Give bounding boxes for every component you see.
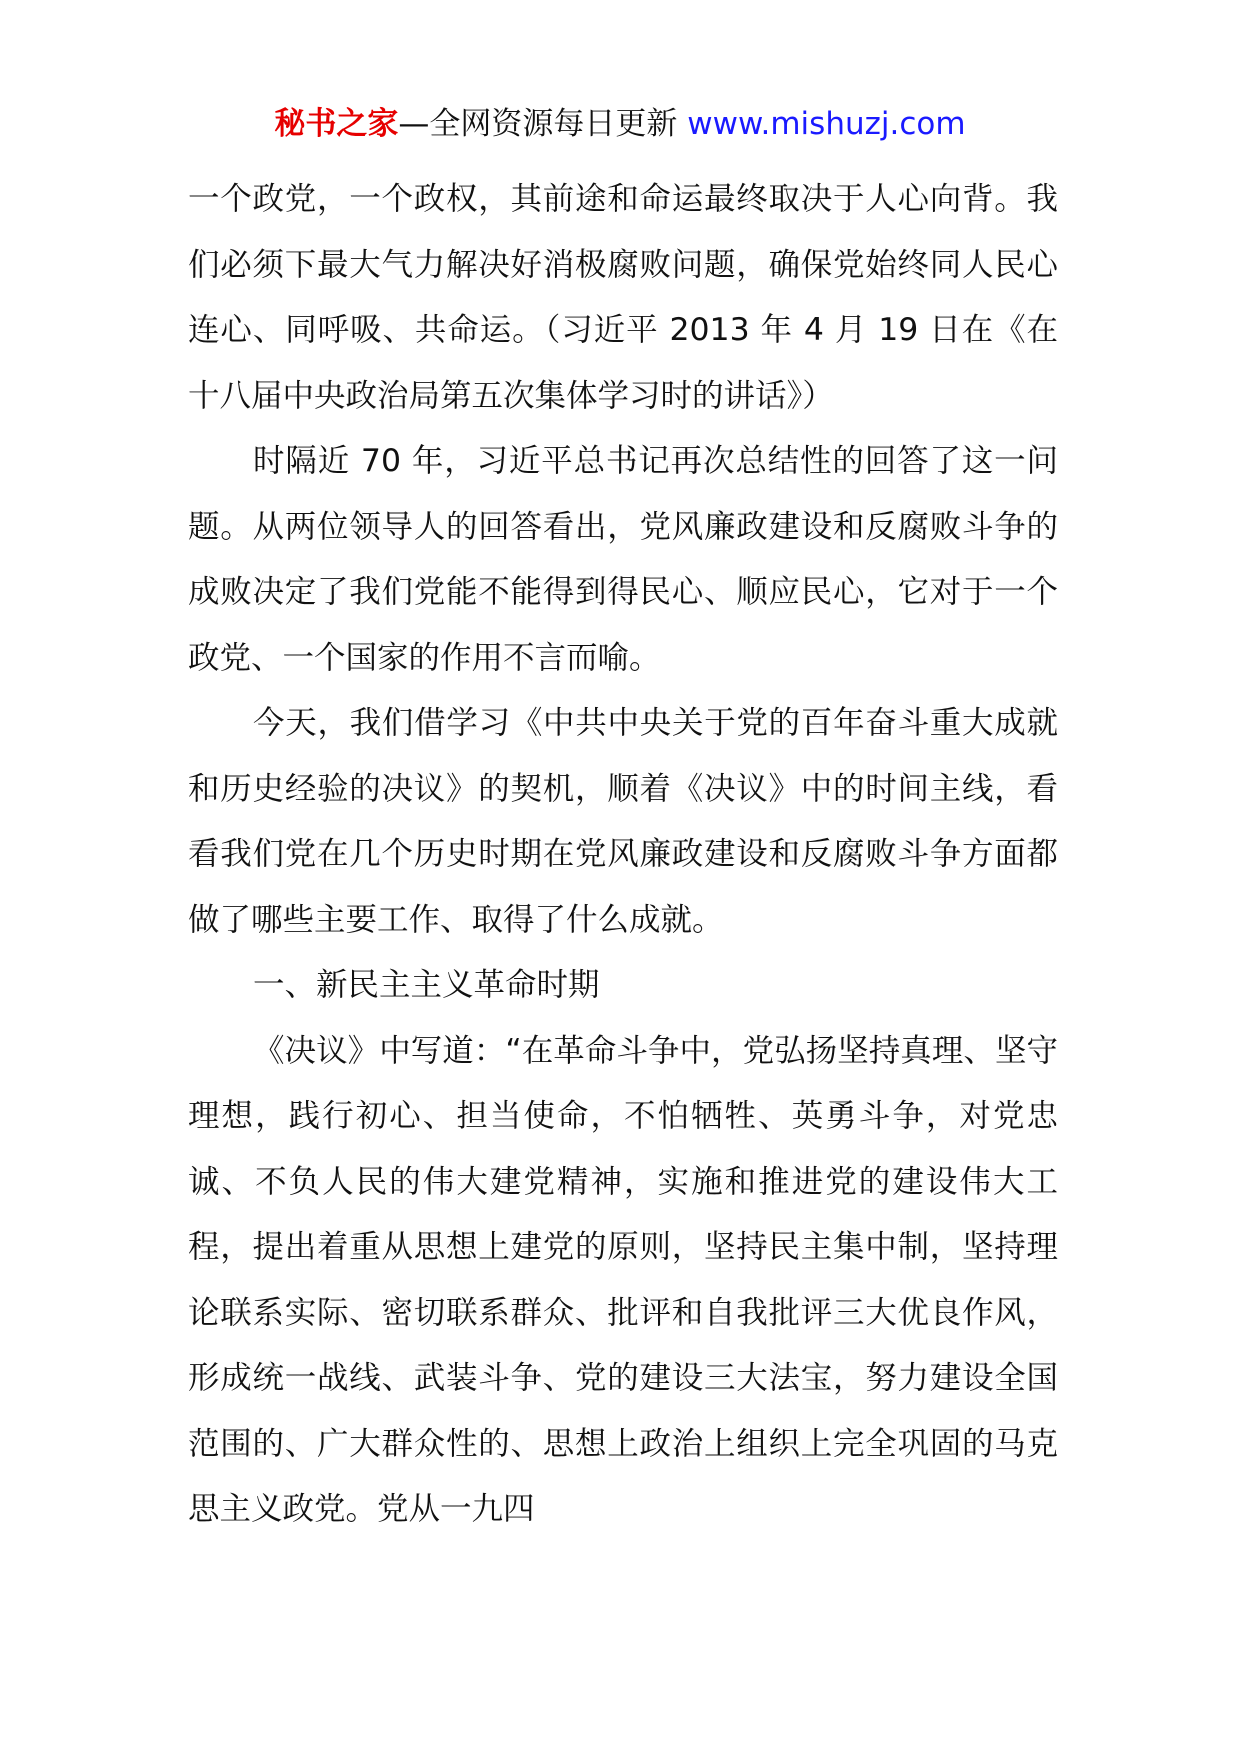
paragraph-intro: 今天，我们借学习《中共中央关于党的百年奋斗重大成就和历史经验的决议》的契机，顺着《决议》中的时间主线，看看我们党在几个历史时期在党风廉政建设和反腐败斗争方面都做了哪些主要工作、取得了什么成就。 xyxy=(188,705,1058,938)
section-heading: 一、新民主主义革命时期 xyxy=(253,967,600,1003)
paragraph-summary: 时隔近 70 年，习近平总书记再次总结性的回答了这一问题。从两位领导人的回答看出，党风廉政建设和反腐败斗争的成败决定了我们党能不能得到得民心、顺应民心，它对于一个政党、一个国家的作用不言而喻。 xyxy=(188,443,1058,676)
brand-name: 秘书之家 xyxy=(274,106,399,142)
header-tagline: —全网资源每日更新 xyxy=(398,106,678,142)
paragraph-resolution-quote: 《决议》中写道：“在革命斗争中，党弘扬坚持真理、坚守理想，践行初心、担当使命，不怕牺牲、英勇斗争，对党忠诚、不负人民的伟大建党精神，实施和推进党的建设伟大工程，提出着重从思想上建党的原则，坚持民主集中制，坚持理论联系实际、密切联系群众、批评和自我批评三大优良作风，形成统一战线、武装斗争、党的建设三大法宝，努力建设全国范围的、广大群众性的、思想上政治上组织上完全巩固的马克思主义政党。党从一九四 xyxy=(188,1032,1058,1527)
site-url-link[interactable]: www.mishuzj.com xyxy=(687,106,966,142)
page-header xyxy=(0,104,1240,144)
paragraph-quote: 一个政党，一个政权，其前途和命运最终取决于人心向背。我们必须下最大气力解决好消极腐败问题，确保党始终同人民心连心、同呼吸、共命运。（习近平 2013 年 4 月 19 日在《在十八届中央政治局第五次集体学习时的讲话》） xyxy=(188,181,1058,414)
document-body xyxy=(188,167,1058,1543)
